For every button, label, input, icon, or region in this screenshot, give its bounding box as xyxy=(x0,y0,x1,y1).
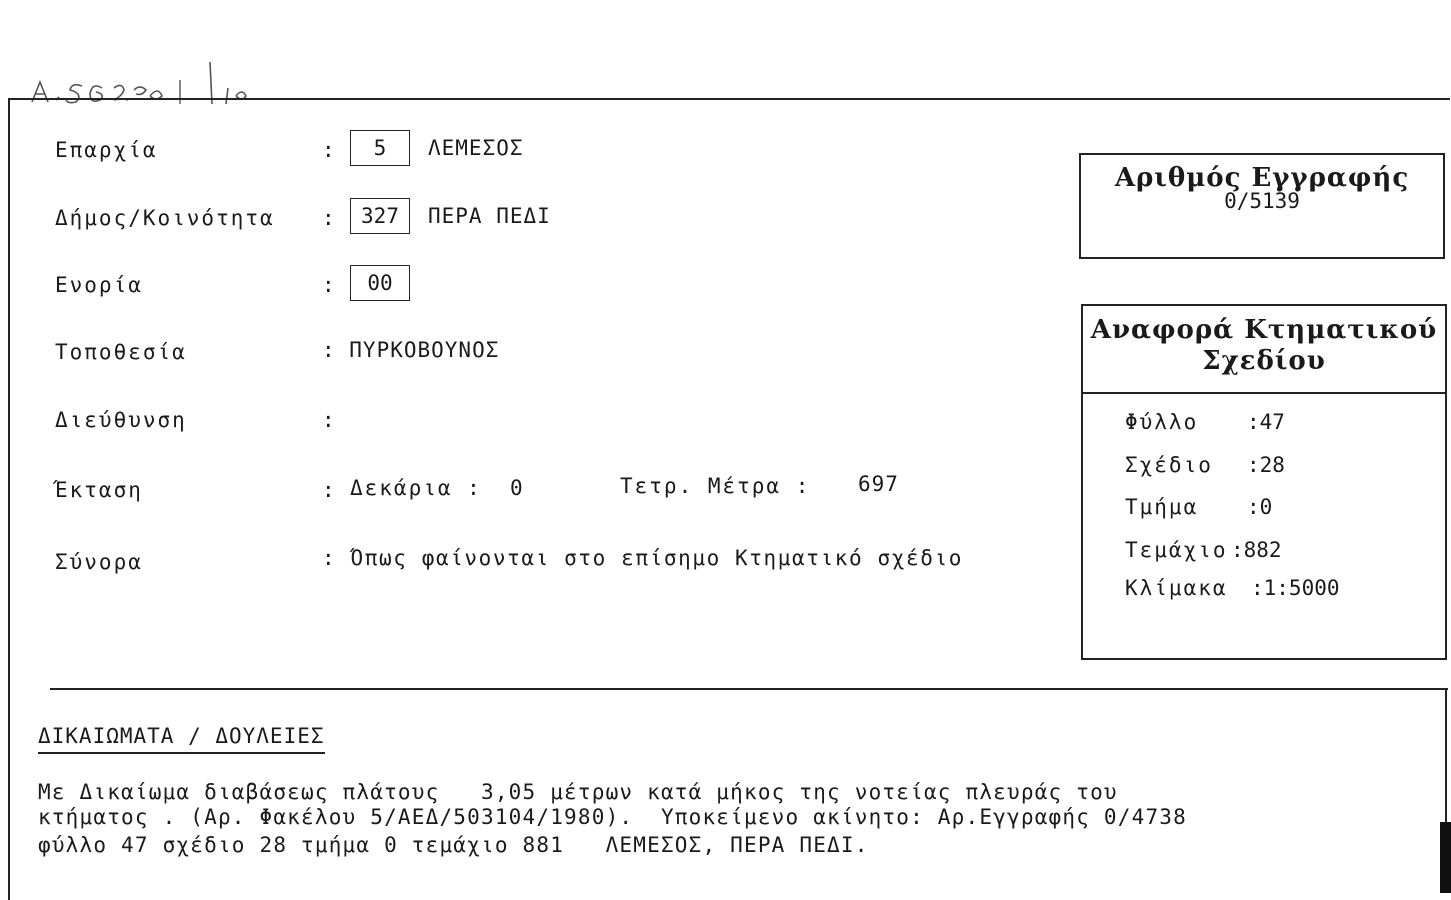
plan-row xyxy=(1125,453,1285,477)
registration-number: 0/5139 xyxy=(1224,189,1300,213)
boundaries-label: Σύνορα xyxy=(55,550,143,574)
sheet-label: Φύλλο xyxy=(1125,410,1199,434)
address-value: : xyxy=(322,408,336,432)
cadastral-title-line2: Σχεδίου xyxy=(1202,346,1326,376)
cadastral-reference-box xyxy=(1081,304,1447,660)
municipality-name: ΠΕΡΑ ΠΕΔΙ xyxy=(428,204,551,228)
scale-value: :1:5000 xyxy=(1251,576,1340,600)
rights-line-3: φύλλο 47 σχέδιο 28 τμήμα 0 τεμάχιο 881 ΛΕΜΕΣΟΣ, ΠΕΡΑ ΠΕΔΙ. xyxy=(38,833,869,857)
cadastral-reference-header xyxy=(1083,314,1445,394)
plan-label: Σχέδιο xyxy=(1125,453,1213,477)
registration-number-box xyxy=(1079,153,1445,259)
boundaries-value: : Όπως φαίνονται στο επίσημο Κτηματικό σχέδιο xyxy=(322,546,963,570)
section-value: :0 xyxy=(1247,495,1273,519)
address-label: Διεύθυνση xyxy=(55,408,187,432)
sqm-label: Τετρ. Μέτρα : xyxy=(620,474,811,498)
parish-code-box: 00 xyxy=(350,265,410,301)
section-label: Τμήμα xyxy=(1125,495,1199,519)
rights-section-title: ΔΙΚΑΙΩΜΑΤΑ / ΔΟΥΛΕΙΕΣ xyxy=(38,724,325,754)
rights-line-1: Με Δικαίωμα διαβάσεως πλάτους 3,05 μέτρων κατά μήκος της νοτείας πλευράς του xyxy=(38,780,1118,804)
rights-line-2: κτήματος . (Αρ. Φακέλου 5/ΑΕΔ/503104/1980). Υποκείμενο ακίνητο: Αρ.Εγγραφής 0/4738 xyxy=(38,805,1187,829)
decares-label: Δεκάρια : xyxy=(350,476,482,500)
scale-label: Κλίμακα xyxy=(1125,576,1228,600)
plan-value: :28 xyxy=(1247,453,1285,477)
plot-label: Τεμάχιο xyxy=(1125,538,1228,562)
decares-value: 0 xyxy=(510,476,524,500)
province-name: ΛΕΜΕΣΟΣ xyxy=(428,136,524,160)
plot-value: :882 xyxy=(1231,538,1282,562)
parish-label: Ενορία xyxy=(55,273,143,297)
section-divider xyxy=(50,688,1448,690)
sqm-value: 697 xyxy=(858,472,899,496)
province-code-box: 5 xyxy=(350,130,410,166)
area-colon: : xyxy=(322,478,335,502)
sheet-value: :47 xyxy=(1247,410,1285,434)
scan-edge-mark xyxy=(1440,822,1451,893)
registration-title: Αριθμός Εγγραφής xyxy=(1114,163,1410,193)
section-row xyxy=(1125,495,1272,519)
sheet-row xyxy=(1125,410,1285,434)
province-colon: : xyxy=(322,138,335,162)
scale-row xyxy=(1125,576,1340,600)
locality-value: : ΠΥΡΚΟΒΟΥΝΟΣ xyxy=(322,338,500,362)
cadastral-title-line1: Αναφορά Κτηματικού xyxy=(1090,315,1438,345)
locality-label: Τοποθεσία xyxy=(55,340,187,364)
plot-row xyxy=(1125,538,1282,562)
area-label: Έκταση xyxy=(55,478,143,502)
municipality-colon: : xyxy=(322,206,335,230)
municipality-label: Δήμος/Κοινότητα xyxy=(55,206,275,230)
parish-colon: : xyxy=(322,273,335,297)
province-label: Επαρχία xyxy=(55,138,158,162)
municipality-code-box: 327 xyxy=(350,198,410,234)
